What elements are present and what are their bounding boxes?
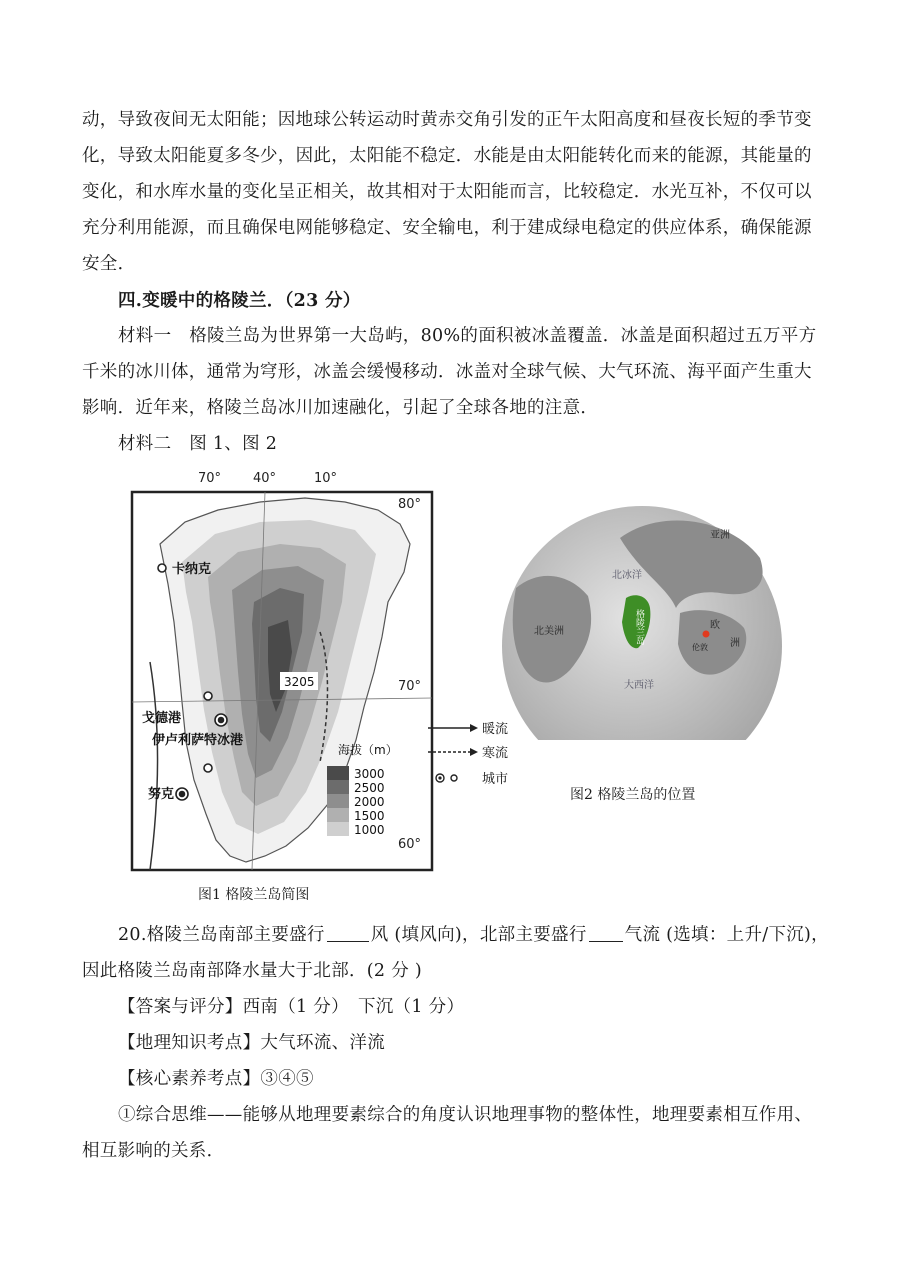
legend-value: 1000 <box>354 823 385 837</box>
legend-value: 2500 <box>354 781 385 795</box>
legend-value: 1500 <box>354 809 385 823</box>
label-city: 伦敦 <box>692 643 708 652</box>
legend-swatch <box>327 766 349 780</box>
section-title: 四.变暖中的格陵兰．（23 分） <box>118 291 361 311</box>
city-marker <box>158 564 166 572</box>
latitude-label: 80° <box>398 497 422 512</box>
material-one-line: 材料一 格陵兰岛为世界第一大岛屿，80%的面积被冰盖覆盖．冰盖是面积超过五万平方 <box>118 326 817 346</box>
answer-blank <box>327 923 369 942</box>
place-label: 努克 <box>148 787 175 802</box>
text-line: 化，导致太阳能夏多冬少，因此，太阳能不稳定．水能是由太阳能转化而来的能源，其能量的 <box>82 146 812 166</box>
longitude-label: 40° <box>253 471 277 486</box>
text-line: 充分利用能源，而且确保电网能够稳定、安全输电，利于建成绿电稳定的供应体系，确保能源 <box>82 218 812 238</box>
latitude-label: 60° <box>398 837 422 852</box>
legend-cold: 寒流 <box>482 746 509 761</box>
label-asia: 亚洲 <box>710 530 730 541</box>
legend-swatch <box>327 808 349 822</box>
longitude-label: 70° <box>198 471 222 486</box>
legend-value: 3000 <box>354 767 385 781</box>
text-line: 安全． <box>82 254 136 274</box>
text-line: 变化，和水库水量的变化呈正相关，故其相对于太阳能而言，比较稳定．水光互补，不仅可以 <box>82 182 812 202</box>
place-label: 戈德港 <box>142 711 182 726</box>
material-one-line: 千米的冰川体，通常为穹形，冰盖会缓慢移动．冰盖对全球气候、大气环流、海平面产生重大 <box>82 362 812 382</box>
label-atlantic: 大西洋 <box>624 680 654 691</box>
legend-value: 2000 <box>354 795 385 809</box>
greenland-sketch-map <box>120 462 460 892</box>
literacy-item: ①综合思维——能够从地理要素综合的角度认识地理事物的整体性，地理要素相互作用、 <box>118 1105 813 1125</box>
legend-swatch <box>327 780 349 794</box>
city-marker <box>703 631 710 638</box>
label-greenland: 格陵兰岛 <box>634 609 644 645</box>
legend-swatch <box>327 794 349 808</box>
literacy-item: 相互影响的关系． <box>82 1141 225 1161</box>
label-europe-bottom: 洲 <box>730 638 740 649</box>
legend-city: 城市 <box>482 772 509 787</box>
material-one-line: 影响．近年来，格陵兰岛冰川加速融化，引起了全球各地的注意． <box>82 398 599 418</box>
label-arctic: 北冰洋 <box>612 570 642 581</box>
label-north-america: 北美洲 <box>534 626 564 637</box>
latitude-label: 70° <box>398 679 422 694</box>
city-marker <box>219 718 224 723</box>
answer-blank <box>589 923 623 942</box>
legend-swatch <box>327 822 349 836</box>
peak-label: 3205 <box>284 675 315 689</box>
question-text: 风 (填风向)，北部主要盛行 <box>370 925 587 945</box>
legend-title: 海拔（m） <box>338 743 398 757</box>
figure-2-caption: 图2 格陵兰岛的位置 <box>570 787 696 803</box>
literacy-line: 【核心素养考点】③④⑤ <box>118 1069 314 1089</box>
material-two-line: 材料二 图 1、图 2 <box>118 434 278 454</box>
place-label: 伊卢利萨特冰港 <box>152 733 244 748</box>
answer-line: 【答案与评分】西南（1 分） 下沉（1 分） <box>118 997 465 1017</box>
city-marker <box>180 792 185 797</box>
city-marker <box>204 764 212 772</box>
label-europe-top: 欧 <box>710 620 720 631</box>
legend-warm: 暖流 <box>482 722 509 737</box>
greenland-location-globe <box>420 478 800 808</box>
figure-1-caption: 图1 格陵兰岛简图 <box>198 887 310 903</box>
longitude-label: 10° <box>314 471 338 486</box>
question-text: 20.格陵兰岛南部主要盛行 <box>118 925 325 945</box>
place-label: 卡纳克 <box>172 562 212 577</box>
question-line: 因此格陵兰岛南部降水量大于北部．(2 分 ) <box>82 961 423 981</box>
question-text: 气流 (选填：上升/下沉)， <box>624 925 829 945</box>
knowledge-line: 【地理知识考点】大气环流、洋流 <box>118 1033 385 1053</box>
city-marker <box>204 692 212 700</box>
question-line <box>118 923 829 947</box>
text-line: 动，导致夜间无太阳能；因地球公转运动时黄赤交角引发的正午太阳高度和昼夜长短的季节变 <box>82 110 812 130</box>
